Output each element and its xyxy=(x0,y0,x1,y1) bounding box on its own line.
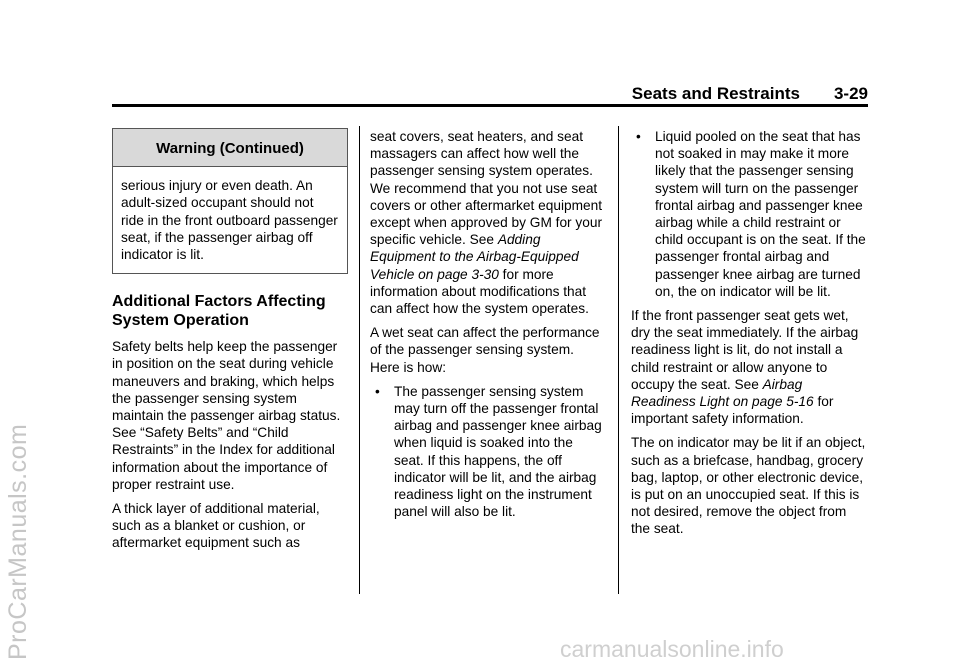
paragraph-on-indicator: The on indicator may be lit if an object, such as a briefcase, handbag, grocery bag, laptop, or other electronic device, is put on an unoccupied seat. If this is not desired, remove the object from the seat. xyxy=(631,435,866,537)
section-title: Seats and Restraints xyxy=(631,84,800,103)
warning-text: serious injury or even death. An adult-sized occupant should not ride in the front outboard passenger seat, if the passenger airbag off indicator is lit. xyxy=(121,178,338,263)
paragraph-front-seat-wet xyxy=(631,307,867,427)
paragraph-text: seat covers, seat heaters, and seat massagers can affect how well the passenger sensing system operates. We recommend that you not use seat covers or other aftermarket equipment except when approved by GM for your specific vehicle. See xyxy=(370,129,603,248)
cross-reference-adding-equipment[interactable]: Adding Equipment to the Airbag-Equipped Vehicle on page 3-30 xyxy=(370,232,579,282)
paragraph-thick-layer: A thick layer of additional material, such as a blanket or cushion, or aftermarket equipment such as xyxy=(112,501,320,551)
warning-title: Warning (Continued) xyxy=(113,129,347,167)
paragraph-wet-seat: A wet seat can affect the performance of the passenger sensing system. Here is how: xyxy=(370,325,600,375)
paragraph-text: for important safety information. xyxy=(631,394,834,427)
column-divider-2 xyxy=(618,126,619,594)
paragraph-text: If the front passenger seat gets wet, dry the seat immediately. If the airbag readiness light is lit, do not install a child restraint or allow anyone to occupy the seat. See xyxy=(631,308,859,392)
warning-box xyxy=(112,128,348,274)
section-heading: Additional Factors Affecting System Operation xyxy=(112,293,326,330)
paragraph-safety-belts: Safety belts help keep the passenger in position on the seat during vehicle maneuvers and braking, which helps the passenger sensing system maintain the passenger airbag status. See “Safety Belts” and “Child Restraints” in the Index for additional information about the importance of proper restraint use. xyxy=(112,339,341,492)
column-divider-1 xyxy=(359,126,360,594)
bullet-icon: • xyxy=(375,383,380,399)
bullet-text: The passenger sensing system may turn off the passenger frontal airbag and passenger knee airbag when liquid is soaked into the seat. If this happens, the off indicator will be lit, and the airbag readiness light on the instrument panel will also be lit. xyxy=(394,383,602,520)
paragraph-seat-covers xyxy=(370,128,606,317)
bullet-icon: • xyxy=(636,129,641,144)
bottom-watermark: carmanualsonline.info xyxy=(560,636,784,662)
list-item xyxy=(370,383,606,521)
bullet-text: Liquid pooled on the seat that has not soaked in may make it more likely that the passenger sensing system will turn on the passenger frontal airbag and passenger knee airbag while a child restraint or child occupant is on the seat. If the passenger frontal airbag and passenger knee airbag are turned on, the on indicator will be lit. xyxy=(655,129,866,299)
paragraph-text: for more information about modifications that can affect how the system operates. xyxy=(370,266,589,317)
list-item xyxy=(631,128,867,300)
page-number: 3-29 xyxy=(833,84,868,103)
column-1 xyxy=(112,128,348,559)
side-watermark: ProCarManuals.com xyxy=(4,423,32,660)
column-2 xyxy=(370,128,606,527)
header-rule xyxy=(112,104,868,107)
cross-reference-airbag-readiness[interactable]: Airbag Readiness Light on page 5-16 xyxy=(631,376,814,410)
page-header xyxy=(112,84,868,104)
column-3 xyxy=(631,128,867,545)
